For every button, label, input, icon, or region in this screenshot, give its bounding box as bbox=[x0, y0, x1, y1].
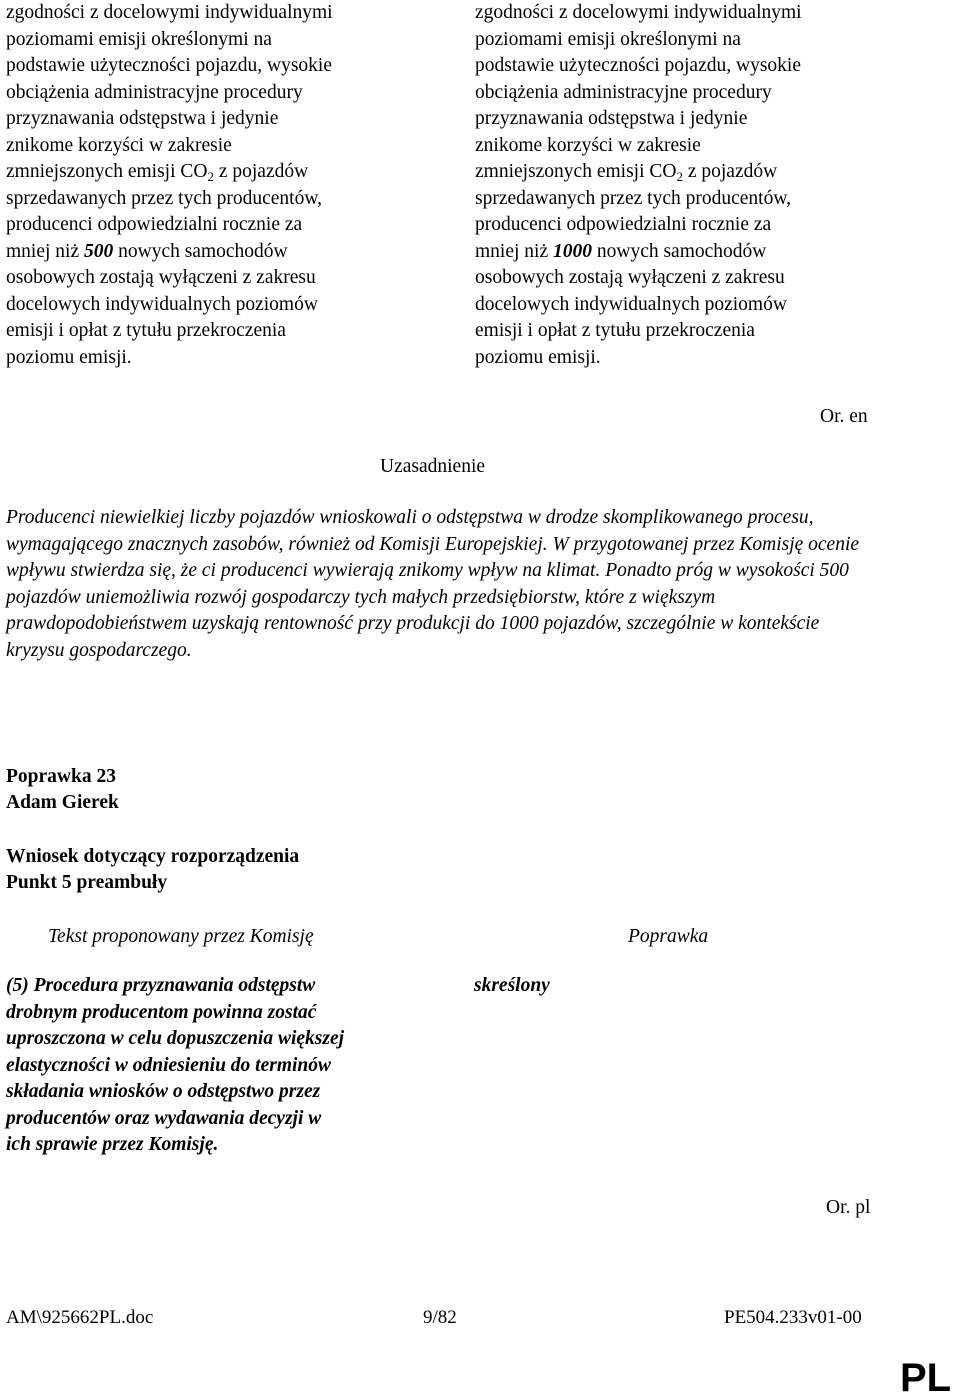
recital-reference: Punkt 5 preambuły bbox=[6, 872, 168, 893]
commission-text-header: Tekst proponowany przez Komisję bbox=[48, 926, 314, 947]
justification-heading: Uzasadnienie bbox=[380, 456, 486, 477]
footer-doc-ref: AM\925662PL.doc bbox=[6, 1307, 154, 1328]
commission-text: (5) Procedura przyznawania odstępstw drobnym producentom powinna zostać uproszczona w celu dopuszczenia większej elastyczności w odniesieniu do terminów składania wniosków o odstępstwo przez producentów oraz wydawania decyzji w ich sprawie przez Komisję. bbox=[6, 975, 345, 1155]
left-column-text: zgodności z docelowymi indywidualnymi poziomami emisji określonymi na podstawie użyteczności pojazdu, wysokie obciążenia administracyjne procedury przyznawania odstępstwa i jedynie znikome korzyści w zakresie zmniejszonych emisji $CO_2$ z pojazdów sprzedawanych przez tych producentów, producenci odpowiedzialni rocznie za mniej niż 500 nowych samochodów osobowych zostają wyłączeni z zakresu docelowych indywidualnych poziomów emisji i opłat z tytułu przekroczenia poziomu emisji. bbox=[6, 2, 333, 368]
amendment-number: Poprawka 23 bbox=[6, 766, 116, 787]
amendment-author: Adam Gierek bbox=[6, 792, 119, 813]
footer-pe-ref: PE504.233v01-00 bbox=[724, 1307, 862, 1328]
footer-page-number: 9/82 bbox=[423, 1307, 457, 1328]
right-column-text: zgodności z docelowymi indywidualnymi poziomami emisji określonymi na podstawie użyteczności pojazdu, wysokie obciążenia administracyjne procedury przyznawania odstępstwa i jedynie znikome korzyści w zakresie zmniejszonych emisji $CO_2$ z pojazdów sprzedawanych przez tych producentów, producenci odpowiedzialni rocznie za mniej niż 1000 nowych samochodów osobowych zostają wyłączeni z zakresu docelowych indywidualnych poziomów emisji i opłat z tytułu przekroczenia poziomu emisji. bbox=[475, 2, 802, 368]
amendment-text: skreślony bbox=[474, 975, 550, 996]
justification-text: Producenci niewielkiej liczby pojazdów wnioskowali o odstępstwa w drodze skomplikowanego procesu, wymagającego znacznych zasobów, również od Komisji Europejskiej. W przygotowanej przez Komisję ocenie wpływu stwierdza się, że ci producenci wywierają znikomy wpływ na klimat. Ponadto próg w wysokości 500 pojazdów uniemożliwia rozwój gospodarczy tych małych przedsiębiorstw, które z większym prawdopodobieństwem uzyskają rentowność przy produkcji do 1000 pojazdów, szczególnie w kontekście kryzysu gospodarczego. bbox=[6, 507, 860, 661]
amendment-header: Poprawka bbox=[628, 926, 709, 947]
original-language-en: Or. en bbox=[820, 406, 868, 427]
original-language-pl: Or. pl bbox=[826, 1197, 871, 1218]
proposal-title: Wniosek dotyczący rozporządzenia bbox=[6, 846, 300, 867]
language-code: PL bbox=[900, 1356, 952, 1400]
